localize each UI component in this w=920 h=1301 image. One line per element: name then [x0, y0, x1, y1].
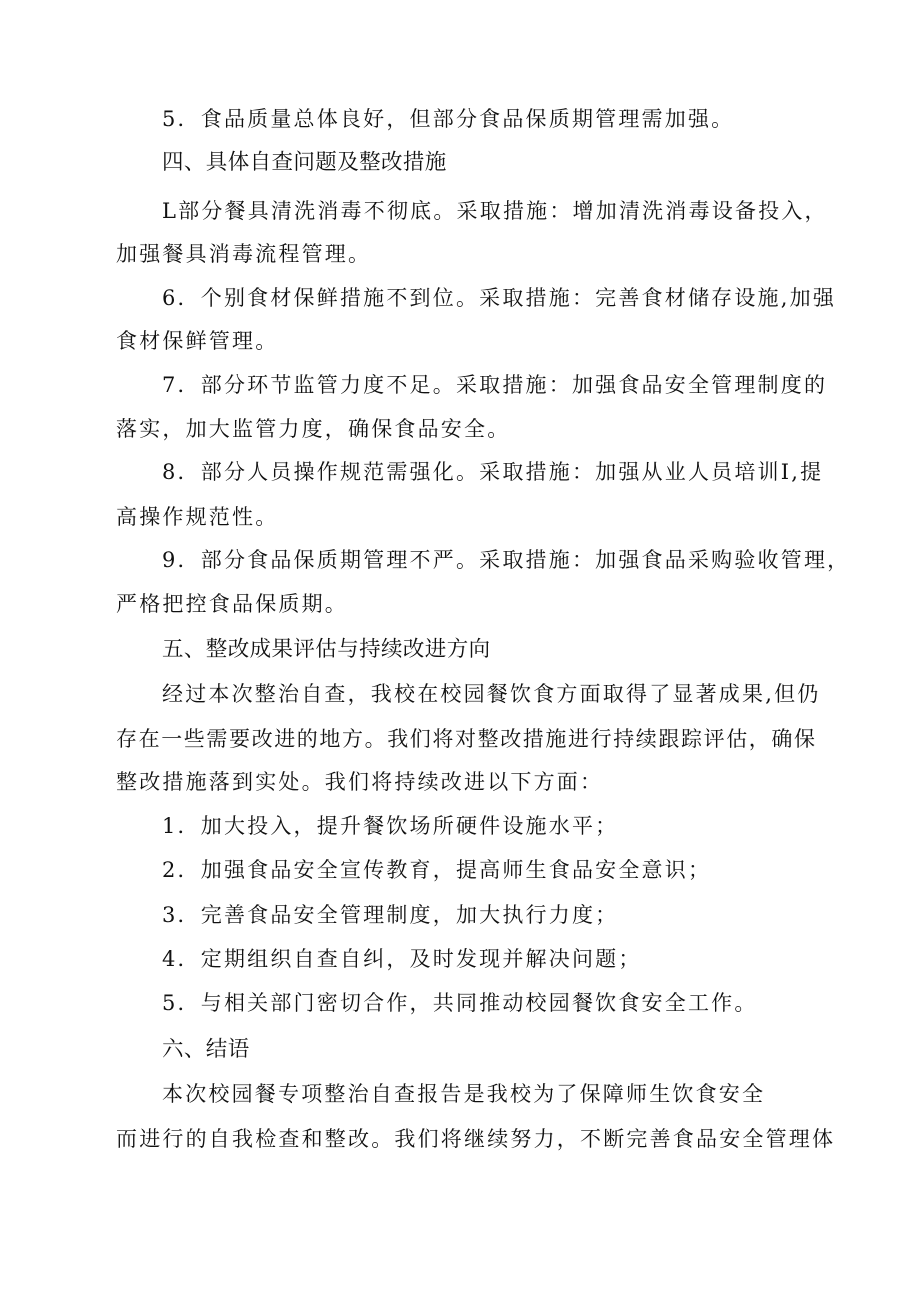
- list-item-continued: 落实，加大监管力度，确保食品安全。: [116, 417, 511, 441]
- section-heading-5: 五、整改成果评估与持续改进方向: [162, 637, 491, 662]
- list-item: 3．完善食品安全管理制度，加大执行力度；: [162, 903, 619, 927]
- list-item: 1．加大投入，提升餐饮场所硬件设施水平；: [162, 814, 619, 838]
- list-item: 8．部分人员操作规范需强化。采取措施：加强从业人员培训I,提: [162, 460, 824, 484]
- list-item: 5．食品质量总体良好，但部分食品保质期管理需加强。: [162, 107, 735, 131]
- section-heading-6: 六、结语: [162, 1037, 250, 1062]
- paragraph-line: 存在一些需要改进的地方。我们将对整改措施进行持续跟踪评估，确保: [116, 727, 817, 751]
- list-item-continued: 食材保鲜管理。: [116, 329, 279, 353]
- list-item-continued: 加强餐具消毒流程管理。: [116, 242, 372, 266]
- paragraph-line: 经过本次整治自查，我校在校园餐饮食方面取得了显著成果,但仍: [162, 682, 821, 706]
- list-item: 7．部分环节监管力度不足。采取措施：加强食品安全管理制度的: [162, 373, 828, 397]
- list-item-continued: 严格把控食品保质期。: [116, 592, 348, 616]
- paragraph-line: 本次校园餐专项整治自查报告是我校为了保障师生饮食安全: [162, 1082, 766, 1106]
- list-item: 2．加强食品安全宣传教育，提高师生食品安全意识；: [162, 858, 712, 882]
- list-item: 5．与相关部门密切合作，共同推动校园餐饮食安全工作。: [162, 991, 758, 1015]
- paragraph-line: 整改措施落到实处。我们将持续改进以下方面：: [116, 770, 604, 794]
- list-item: 6．个别食材保鲜措施不到位。采取措施：完善食材储存设施,加强: [162, 286, 837, 310]
- paragraph-line: 而进行的自我检查和整改。我们将继续努力，不断完善食品安全管理体: [116, 1127, 836, 1151]
- list-item-continued: 高操作规范性。: [116, 505, 279, 529]
- list-item: 4．定期组织自查自纠，及时发现并解决问题；: [162, 947, 642, 971]
- list-item: L部分餐具清洗消毒不彻底。采取措施：增加清洗消毒设备投入，: [162, 199, 828, 223]
- list-item: 9．部分食品保质期管理不严。采取措施：加强食品采购验收管理，: [162, 548, 851, 572]
- section-heading-4: 四、具体自查问题及整改措施: [162, 150, 447, 175]
